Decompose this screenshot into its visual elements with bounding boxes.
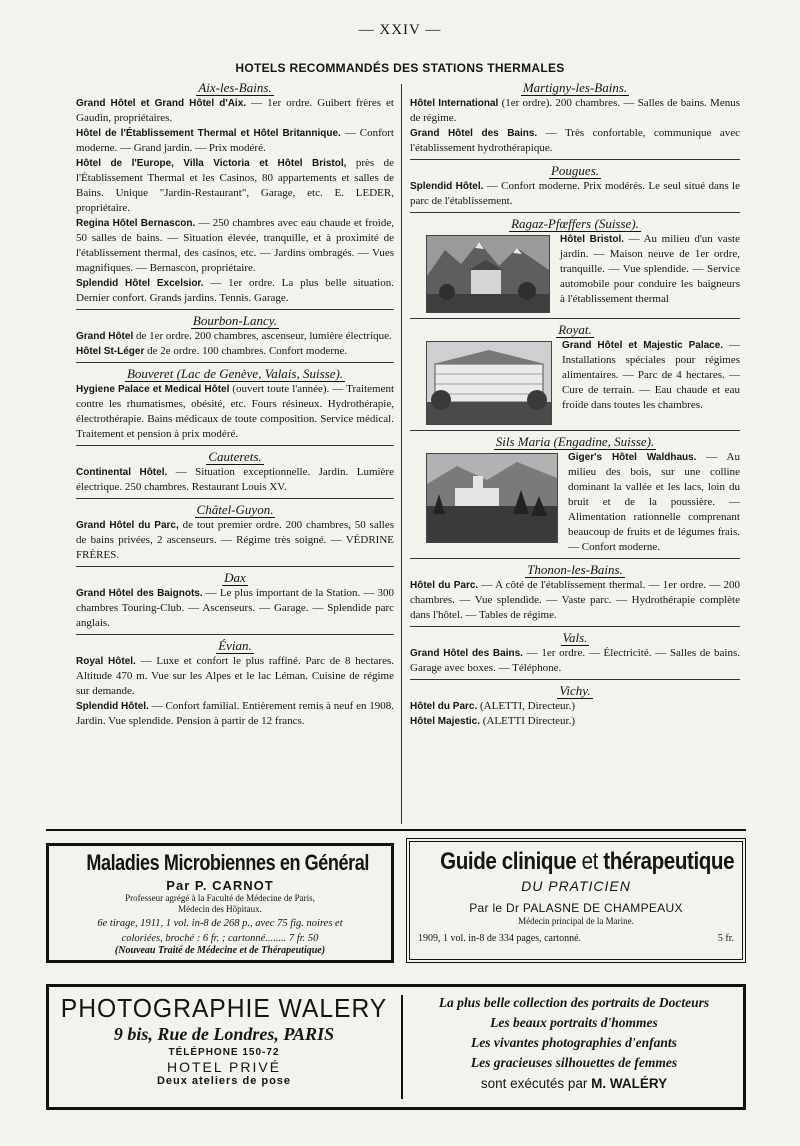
hotel-name: Grand Hôtel des Baignots. bbox=[76, 588, 203, 599]
hotel-description: — Luxe et confort le plus raffiné. Parc de 8 hectares. Altitude 470 m. Vue sur les Alpes et le lac Léman. Cuisine de régime sur demande. bbox=[76, 655, 394, 697]
hotel-description: — Confort moderne. Prix modérés. Le seul situé dans le parc de l'établissement. bbox=[410, 180, 740, 207]
city-name: Évian. bbox=[218, 638, 252, 653]
hotel-name: Hôtel Bristol. bbox=[560, 234, 625, 245]
section-rule bbox=[410, 558, 740, 559]
hotel-entry bbox=[76, 654, 394, 699]
city-name: Dax bbox=[224, 570, 246, 585]
walery-name: PHOTOGRAPHIE WALERY bbox=[60, 993, 388, 1023]
hotel-name: Grand Hôtel des Bains. bbox=[410, 648, 523, 659]
city-heading bbox=[410, 322, 740, 338]
city-name: Bourbon-Lancy. bbox=[192, 313, 278, 328]
section-rule bbox=[76, 566, 394, 567]
palasne-title-c: thérapeutique bbox=[603, 848, 735, 875]
city-heading bbox=[76, 80, 394, 96]
hotel-entry bbox=[410, 179, 740, 209]
carnot-author: Par P. CARNOT bbox=[166, 878, 274, 893]
walery-ateliers: Deux ateliers de pose bbox=[156, 1075, 292, 1087]
hotel-name: Grand Hôtel et Majestic Palace. bbox=[562, 340, 724, 351]
hotel-description: — Confort moderne. — Grand jardin. — Prix modéré. bbox=[76, 127, 394, 154]
city-heading bbox=[410, 163, 740, 179]
hotel-description: (ouvert toute l'année). — Traitement contre les rhumatismes, obésité, etc. Fours résineux. Hydrothérapie, électrothérapie. Bains médicaux de toute composition. Service médical. Traitement et pension à prix modéré. bbox=[76, 383, 395, 440]
hotel-entry bbox=[76, 276, 394, 306]
hotel-name: Splendid Hôtel Excelsior. bbox=[76, 278, 204, 289]
hotel-name: Grand Hôtel du Parc, bbox=[76, 520, 179, 531]
hotel-name: Hygiene Palace et Medical Hôtel bbox=[76, 384, 230, 395]
hotel-name: Grand Hôtel des Bains. bbox=[410, 128, 538, 139]
section-pougues bbox=[410, 163, 740, 213]
hotel-name: Splendid Hôtel. bbox=[410, 181, 484, 192]
walery-photography-ad bbox=[46, 984, 746, 1110]
hotel-name: Giger's Hôtel Waldhaus. bbox=[568, 452, 697, 463]
section-vals bbox=[410, 630, 740, 680]
section-evian bbox=[76, 638, 394, 729]
section-vichy bbox=[410, 683, 740, 729]
section-bouveret-lac-de-geneve-valais-suisse bbox=[76, 366, 394, 446]
walery-line: Les beaux portraits d'hommes bbox=[490, 1015, 658, 1030]
walery-last-a: sont exécutés par bbox=[480, 1076, 592, 1091]
hotel-entry bbox=[410, 96, 740, 126]
section-bourbon-lancy bbox=[76, 313, 394, 363]
palasne-title-b: et bbox=[576, 848, 604, 875]
palasne-subtitle: DU PRATICIEN bbox=[521, 878, 631, 894]
city-name: Pougues. bbox=[550, 163, 600, 178]
hotel-entry bbox=[76, 518, 394, 563]
listing-bottom-rule bbox=[46, 829, 746, 831]
hotel-name: Splendid Hôtel. bbox=[76, 701, 149, 712]
waldhaus-forest-photo bbox=[426, 453, 558, 543]
section-sils-maria-engadine-suisse bbox=[410, 434, 740, 559]
hotel-description: de 2e ordre. 100 chambres. Confort moderne. bbox=[144, 345, 348, 357]
palasne-details-row bbox=[418, 933, 734, 944]
section-thonon-les-bains bbox=[410, 562, 740, 627]
city-name: Cauterets. bbox=[208, 449, 262, 464]
hotel-entry bbox=[410, 578, 740, 623]
hotel-name: Hôtel Majestic. bbox=[410, 716, 481, 727]
city-heading bbox=[76, 570, 394, 586]
city-name: Ragaz-Pfœffers (Suisse). bbox=[511, 216, 639, 231]
carnot-title: Maladies Microbiennes en Général bbox=[86, 850, 369, 875]
hotel-description: — Installations spéciales pour régimes alimentaires. — Parc de 4 hectares. — Cure de terrain. — Eau chaude et eau froide dans toutes les chambres. bbox=[562, 339, 740, 411]
palasne-book-ad bbox=[406, 838, 746, 963]
section-rule bbox=[76, 362, 394, 363]
section-royat bbox=[410, 322, 740, 431]
section-dax bbox=[76, 570, 394, 635]
carnot-affiliation-1: Professeur agrégé à la Faculté de Médecine de Paris, bbox=[125, 893, 315, 903]
hotel-description: — Au milieu des bois, sur une colline dominant la vallée et les lacs, loin du bruit et de la poussière. — Alimentation rationnelle comprenant beaucoup de fruits et de légumes frais. — Confort moderne. bbox=[568, 451, 740, 553]
hotel-entry bbox=[76, 156, 394, 216]
carnot-affiliation-2: Médecin des Hôpitaux. bbox=[178, 904, 262, 914]
city-heading bbox=[410, 80, 740, 96]
hotel-description: — Le plus important de la Station. — 300 chambres Touring-Club. — Ascenseurs. — Garage. — Splendide parc anglais. bbox=[76, 587, 395, 629]
hotel-description: (1er ordre). 200 chambres. — Salles de bains. Menus de régime. bbox=[410, 97, 740, 124]
hotel-entry bbox=[76, 586, 394, 631]
hotel-description: près de l'Établissement Thermal et les Casinos, 80 appartements et salles de Bains. Unique "Jardin-Restaurant", Garage, etc. E. LEDER, propriétaire. bbox=[76, 157, 394, 214]
walery-contact-block bbox=[49, 987, 399, 1107]
walery-divider bbox=[401, 995, 403, 1099]
city-name: Vals. bbox=[562, 630, 588, 645]
carnot-book-ad bbox=[46, 843, 394, 963]
palasne-author: Par le Dr PALASNE DE CHAMPEAUX bbox=[469, 901, 683, 915]
section-rule bbox=[76, 309, 394, 310]
hotel-description: — Confort familial. Entièrement remis à neuf en 1908. Jardin. Vue splendide. Pension à partir de 12 francs. bbox=[76, 700, 395, 727]
section-chatel-guyon bbox=[76, 502, 394, 567]
city-name: Royat. bbox=[558, 322, 592, 337]
hotel-entry bbox=[410, 646, 740, 676]
alpine-hotel-photo bbox=[426, 235, 550, 313]
walery-line: Les vivantes photographies d'enfants bbox=[471, 1035, 677, 1050]
section-rule bbox=[410, 212, 740, 213]
section-martigny-les-bains bbox=[410, 80, 740, 160]
hotel-entry bbox=[410, 699, 740, 714]
section-ragaz-pf-ffers-suisse bbox=[410, 216, 740, 319]
hotel-name: Hôtel du Parc. bbox=[410, 580, 479, 591]
royat-palace-engraving bbox=[426, 341, 552, 425]
city-name: Aix-les-Bains. bbox=[198, 80, 272, 95]
city-name: Châtel-Guyon. bbox=[196, 502, 274, 517]
hotel-entry bbox=[76, 126, 394, 156]
city-name: Bouveret (Lac de Genève, Valais, Suisse). bbox=[126, 366, 344, 381]
city-name: Thonon-les-Bains. bbox=[527, 562, 623, 577]
city-heading bbox=[410, 216, 740, 232]
hotel-entry bbox=[76, 96, 394, 126]
carnot-edition-2: coloriées, broché : 6 fr. ; cartonné........ 7 fr. 50 bbox=[121, 933, 319, 944]
city-name: Vichy. bbox=[559, 683, 591, 698]
hotel-description: — Au milieu d'un vaste jardin. — Maison neuve de 1er ordre, tranquille. — Vue splendide. — Service automobile pour conduire les baigneurs à l'établissement thermal bbox=[560, 233, 740, 305]
city-heading bbox=[410, 630, 740, 646]
hotel-entry bbox=[76, 699, 394, 729]
palasne-title bbox=[440, 848, 735, 876]
section-rule bbox=[410, 159, 740, 160]
page-number: — XXIV — bbox=[358, 22, 442, 38]
section-cauterets bbox=[76, 449, 394, 499]
hotel-entry bbox=[410, 714, 740, 729]
carnot-series: (Nouveau Traité de Médecine et de Thérapeutique) bbox=[114, 945, 326, 956]
section-aix-les-bains bbox=[76, 80, 394, 310]
city-heading bbox=[76, 502, 394, 518]
walery-last-b: M. WALÉRY bbox=[591, 1076, 668, 1091]
right-column bbox=[410, 80, 740, 729]
hotel-description: — Très confortable, communique avec l'établissement hydrothérapique. bbox=[410, 127, 740, 154]
city-name: Martigny-les-Bains. bbox=[522, 80, 628, 95]
hotel-description: — A côté de l'établissement thermal. — 1er ordre. — 200 chambres. — Vue splendide. — Vaste parc. — Hydrothérapie complète dans l'hôtel. — Tables de régime. bbox=[410, 579, 740, 621]
column-divider bbox=[401, 84, 402, 824]
walery-phone: TÉLÉPHONE 150-72 bbox=[168, 1047, 280, 1058]
walery-line: La plus belle collection des portraits de Docteurs bbox=[438, 995, 710, 1010]
section-rule bbox=[410, 430, 740, 431]
hotel-entry bbox=[76, 382, 394, 442]
city-name: Sils Maria (Engadine, Suisse). bbox=[495, 434, 655, 449]
hotel-entry bbox=[76, 344, 394, 359]
hotel-name: Hôtel International bbox=[410, 98, 499, 109]
walery-line: Les gracieuses silhouettes de femmes bbox=[470, 1055, 678, 1070]
hotel-name: Hôtel de l'Établissement Thermal et Hôtel Britannique. bbox=[76, 128, 341, 139]
hotel-name: Grand Hôtel bbox=[76, 331, 134, 342]
city-heading bbox=[76, 366, 394, 382]
section-rule bbox=[76, 498, 394, 499]
section-rule bbox=[410, 626, 740, 627]
city-heading bbox=[76, 449, 394, 465]
section-rule bbox=[76, 445, 394, 446]
hotel-entry bbox=[76, 216, 394, 276]
walery-hotel: HOTEL PRIVÉ bbox=[166, 1059, 282, 1075]
hotel-description: — 1er ordre. Guibert frères et Gaudin, propriétaires. bbox=[76, 97, 394, 124]
hotel-entry bbox=[76, 465, 394, 495]
carnot-edition-1: 6e tirage, 1911, 1 vol. in-8 de 268 p., avec 75 fig. noires et bbox=[97, 918, 343, 929]
palasne-price: 5 fr. bbox=[717, 933, 734, 944]
hotel-name: Hôtel de l'Europe, Villa Victoria et Hôtel Bristol, bbox=[76, 158, 347, 169]
palasne-details: 1909, 1 vol. in-8 de 334 pages, cartonné. bbox=[418, 933, 582, 944]
hotel-description: (ALETTI Directeur.) bbox=[480, 715, 576, 727]
left-column bbox=[76, 80, 394, 729]
section-rule bbox=[76, 634, 394, 635]
section-rule bbox=[410, 679, 740, 680]
hotel-description: de 1er ordre. 200 chambres, ascenseur, lumière électrique. bbox=[133, 330, 392, 342]
hotel-name: Regina Hôtel Bernascon. bbox=[76, 218, 196, 229]
palasne-title-a: Guide clinique bbox=[440, 848, 577, 875]
hotel-description: de tout premier ordre. 200 chambres, 50 salles de bains privées, 2 ascenseurs. — Régime très soigné. — VÉDRINE FRÈRES. bbox=[76, 519, 394, 561]
hotel-name: Grand Hôtel et Grand Hôtel d'Aix. bbox=[76, 98, 247, 109]
city-heading bbox=[76, 313, 394, 329]
hotel-description: (ALETTI, Directeur.) bbox=[477, 700, 575, 712]
walery-address: 9 bis, Rue de Londres, PARIS bbox=[113, 1024, 335, 1044]
section-rule bbox=[410, 318, 740, 319]
palasne-role: Médecin principal de la Marine. bbox=[518, 916, 634, 926]
hotel-name: Hôtel St-Léger bbox=[76, 346, 145, 357]
city-heading bbox=[410, 562, 740, 578]
page-title: HOTELS RECOMMANDÉS DES STATIONS THERMALES bbox=[235, 61, 565, 75]
city-heading bbox=[410, 683, 740, 699]
hotel-entry bbox=[76, 329, 394, 344]
walery-services-block bbox=[409, 993, 739, 1095]
hotel-description: — Situation exceptionnelle. Jardin. Lumière électrique. 250 chambres. Restaurant Louis XV. bbox=[76, 466, 394, 493]
hotel-description: — 1er ordre. La plus belle situation. Dernier confort. Grands jardins. Tennis. Garage. bbox=[76, 277, 394, 304]
city-heading bbox=[76, 638, 394, 654]
hotel-name: Hôtel du Parc. bbox=[410, 701, 478, 712]
hotel-name: Royal Hôtel. bbox=[76, 656, 136, 667]
city-heading bbox=[410, 434, 740, 450]
hotel-description: — 1er ordre. — Électricité. — Salles de bains. Garage avec boxes. — Téléphone. bbox=[410, 647, 740, 674]
walery-signature-line bbox=[409, 1073, 739, 1095]
hotel-description: — 250 chambres avec eau chaude et froide, 50 salles de bains. — Situation élevée, tranquille, et à proximité de l'établissement thermal, des casinos, etc. — Jardins ombragés. — Vues magnifiques. — Bernascon, propriétaire. bbox=[76, 217, 394, 274]
hotel-name: Continental Hôtel. bbox=[76, 467, 168, 478]
hotel-entry bbox=[410, 126, 740, 156]
